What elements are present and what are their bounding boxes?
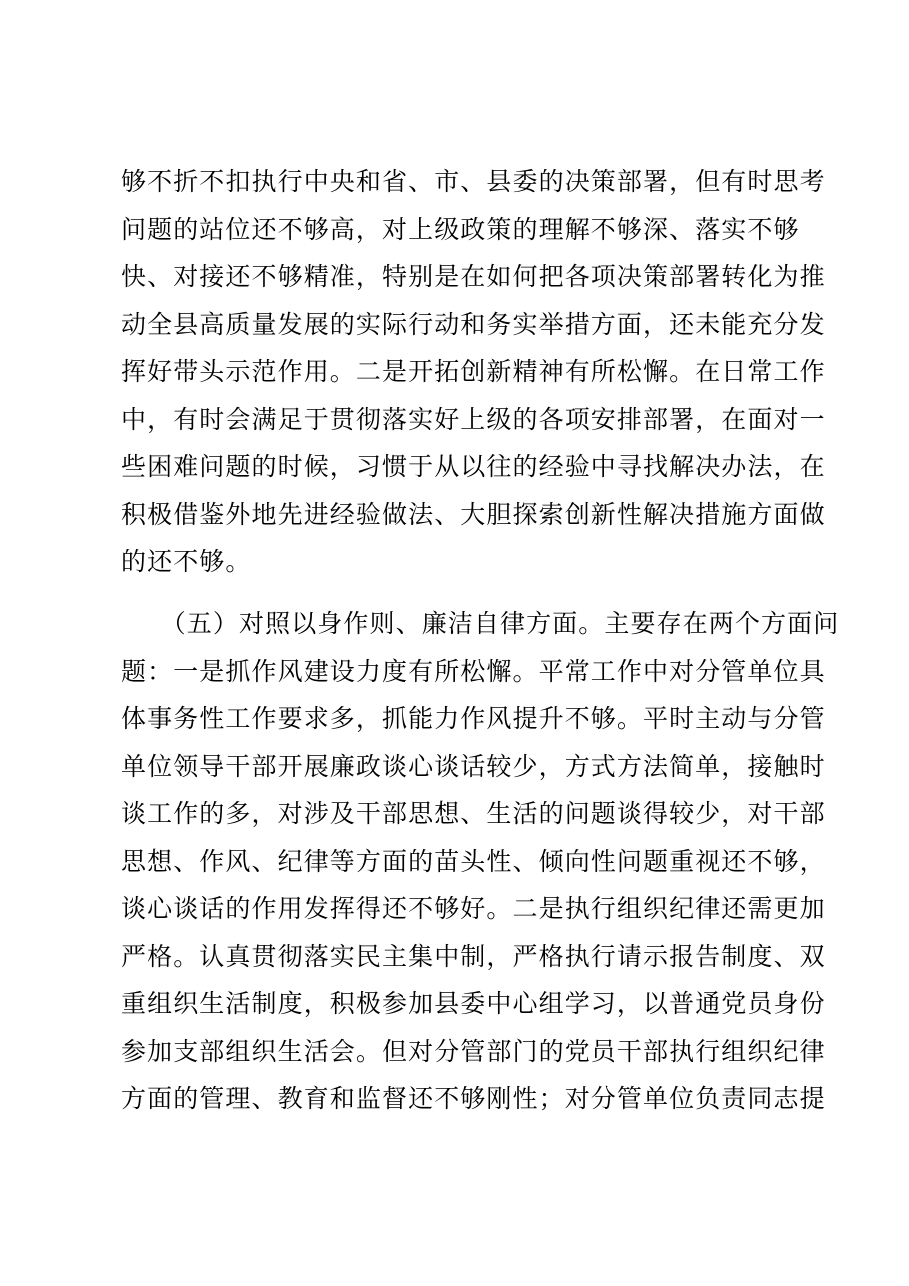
text-line: 积极借鉴外地先进经验做法、大胆探索创新性解决措施方面做 bbox=[121, 499, 826, 529]
text-line: 严格。认真贯彻落实民主集中制，严格执行请示报告制度、双 bbox=[121, 941, 826, 971]
text-line: 谈心谈话的作用发挥得还不够好。二是执行组织纪律还需更加 bbox=[121, 894, 826, 923]
text-line: 方面的管理、教育和监督还不够刚性；对分管单位负责同志提 bbox=[121, 1084, 826, 1113]
text-line: （五）对照以身作则、廉洁自律方面。主要存在两个方面问 bbox=[121, 609, 840, 638]
text-line: 中，有时会满足于贯彻落实好上级的各项安排部署，在面对一 bbox=[121, 404, 826, 434]
paragraph-continued bbox=[121, 158, 826, 586]
text-line: 动全县高质量发展的实际行动和务实举措方面，还未能充分发 bbox=[121, 309, 826, 339]
paragraph-five bbox=[121, 600, 840, 1123]
text-line: 问题的站位还不够高，对上级政策的理解不够深、落实不够 bbox=[121, 214, 800, 244]
text-line: 参加支部组织生活会。但对分管部门的党员干部执行组织纪律 bbox=[121, 1036, 826, 1066]
text-line: 题：一是抓作风建设力度有所松懈。平常工作中对分管单位具 bbox=[121, 656, 826, 686]
text-line: 够不折不扣执行中央和省、市、县委的决策部署，但有时思考 bbox=[121, 167, 826, 196]
text-line: 思想、作风、纪律等方面的苗头性、倾向性问题重视还不够， bbox=[121, 846, 826, 876]
text-line: 单位领导干部开展廉政谈心谈话较少，方式方法简单，接触时 bbox=[121, 751, 826, 781]
text-line: 重组织生活制度，积极参加县委中心组学习，以普通党员身份 bbox=[121, 989, 826, 1018]
text-line: 的还不够。 bbox=[121, 547, 252, 576]
text-line: 体事务性工作要求多，抓能力作风提升不够。平时主动与分管 bbox=[121, 704, 826, 733]
text-line: 挥好带头示范作用。二是开拓创新精神有所松懈。在日常工作 bbox=[121, 357, 826, 386]
text-line: 快、对接还不够精准，特别是在如何把各项决策部署转化为推 bbox=[121, 262, 826, 291]
text-line: 些困难问题的时候，习惯于从以往的经验中寻找解决办法，在 bbox=[121, 452, 826, 481]
text-line: 谈工作的多，对涉及干部思想、生活的问题谈得较少，对干部 bbox=[121, 799, 826, 828]
